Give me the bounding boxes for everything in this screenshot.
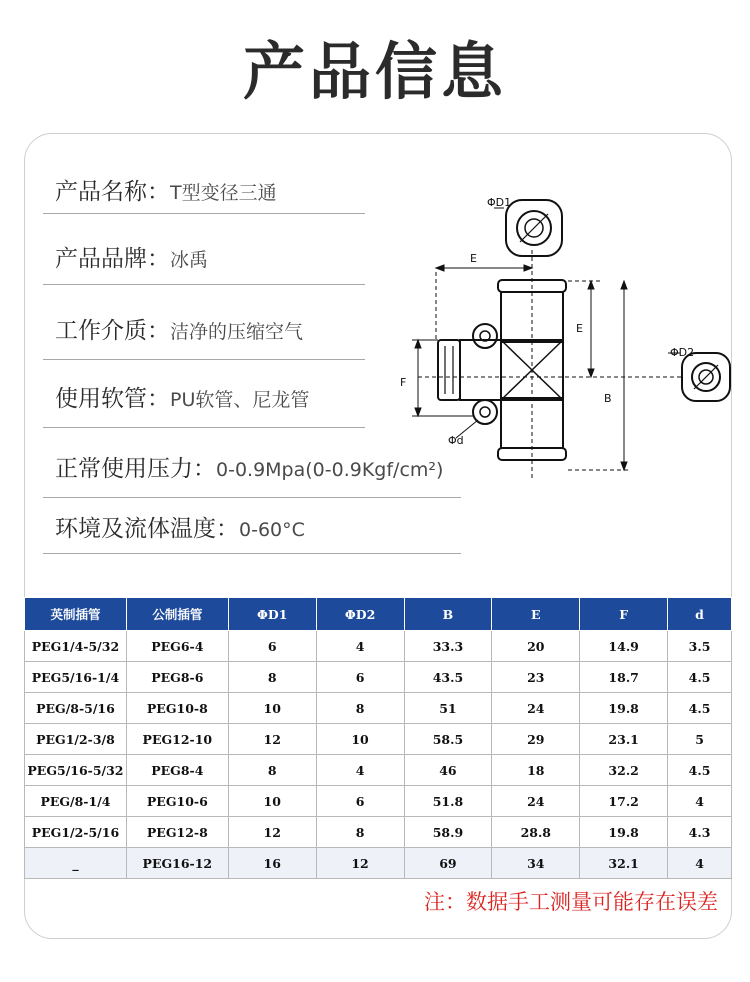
port-d-top (473, 324, 497, 348)
header-d: d (668, 598, 732, 631)
port-d-bottom (473, 400, 497, 424)
table-cell: 32.2 (580, 755, 668, 786)
spec-table (24, 597, 732, 879)
table-cell: 12 (228, 817, 316, 848)
table-row (25, 786, 732, 817)
info-value: PU软管、尼龙管 (170, 389, 310, 411)
table-header-row (25, 598, 732, 631)
table-cell: 4.5 (668, 662, 732, 693)
divider (43, 212, 365, 214)
table-cell: PEG/8-5/16 (25, 693, 127, 724)
divider (43, 496, 461, 498)
table-cell: 4 (668, 848, 732, 879)
page-title: 产品信息 (242, 35, 507, 108)
table-cell: 24 (492, 693, 580, 724)
table-row (25, 631, 732, 662)
table-cell: 4.5 (668, 755, 732, 786)
label-b: B (604, 392, 612, 405)
table-cell: PEG10-6 (126, 786, 228, 817)
info-brand (55, 240, 208, 273)
divider (43, 358, 365, 360)
divider (43, 426, 365, 428)
measurement-note: 注：数据手工测量可能存在误差 (424, 890, 718, 914)
table-cell: 20 (492, 631, 580, 662)
table-cell: 19.8 (580, 693, 668, 724)
table-cell: PEG12-10 (126, 724, 228, 755)
table-cell: 23 (492, 662, 580, 693)
table-cell: 8 (316, 693, 404, 724)
info-value: 洁净的压缩空气 (170, 321, 304, 343)
table-cell: 4 (316, 755, 404, 786)
info-label: 使用软管： (55, 386, 170, 412)
info-label: 工作介质： (55, 318, 170, 344)
table-cell: 51 (404, 693, 492, 724)
table-cell: 4.3 (668, 817, 732, 848)
header-d2: ΦD2 (316, 598, 404, 631)
info-label: 产品名称： (55, 179, 170, 205)
info-product-name (55, 173, 277, 206)
header-d1: ΦD1 (228, 598, 316, 631)
table-cell: 34 (492, 848, 580, 879)
info-medium (55, 312, 303, 345)
table-cell: 43.5 (404, 662, 492, 693)
table-cell: 58.9 (404, 817, 492, 848)
table-cell: PEG/8-1/4 (25, 786, 127, 817)
label-e-top: E (470, 252, 477, 265)
label-d1: ΦD1 (487, 196, 512, 209)
table-cell: 6 (316, 786, 404, 817)
table-cell: PEG10-8 (126, 693, 228, 724)
table-cell: 24 (492, 786, 580, 817)
table-cell: 10 (316, 724, 404, 755)
tee-fitting-diagram (398, 190, 748, 480)
table-cell: 16 (228, 848, 316, 879)
table-cell: PEG1/2-3/8 (25, 724, 127, 755)
table-cell: 19.8 (580, 817, 668, 848)
table-cell: 58.5 (404, 724, 492, 755)
table-cell: 46 (404, 755, 492, 786)
info-hose (55, 380, 309, 413)
info-label: 正常使用压力： (55, 456, 216, 482)
header-e: E (492, 598, 580, 631)
table-cell: 6 (228, 631, 316, 662)
label-f: F (400, 376, 407, 389)
table-cell: 23.1 (580, 724, 668, 755)
divider (43, 283, 365, 285)
header-metric: 公制插管 (126, 598, 228, 631)
table-cell: 3.5 (668, 631, 732, 662)
info-pressure (55, 450, 443, 483)
info-temperature (55, 510, 305, 543)
label-d: Φd (448, 434, 464, 447)
header-imperial: 英制插管 (25, 598, 127, 631)
table-cell: 10 (228, 786, 316, 817)
table-cell: 8 (228, 662, 316, 693)
table-row (25, 724, 732, 755)
table-row (25, 755, 732, 786)
table-row (25, 848, 732, 879)
table-cell: PEG6-4 (126, 631, 228, 662)
table-cell: 18.7 (580, 662, 668, 693)
table-cell: 5 (668, 724, 732, 755)
table-cell: PEG16-12 (126, 848, 228, 879)
header-f: F (580, 598, 668, 631)
table-row (25, 693, 732, 724)
info-value: 0-60°C (239, 519, 305, 541)
table-cell: 33.3 (404, 631, 492, 662)
table-row (25, 662, 732, 693)
table-cell: 12 (316, 848, 404, 879)
table-cell: PEG1/2-5/16 (25, 817, 127, 848)
table-cell: 4.5 (668, 693, 732, 724)
divider (43, 552, 461, 554)
table-cell: 10 (228, 693, 316, 724)
table-cell: PEG12-8 (126, 817, 228, 848)
info-value: 冰禹 (170, 249, 209, 271)
table-cell: PEG8-4 (126, 755, 228, 786)
table-cell: 12 (228, 724, 316, 755)
label-d2: ΦD2 (670, 346, 695, 359)
header-b: B (404, 598, 492, 631)
label-e-right: E (576, 322, 583, 335)
table-cell: PEG8-6 (126, 662, 228, 693)
table-cell: 14.9 (580, 631, 668, 662)
table-cell: PEG5/16-5/32 (25, 755, 127, 786)
info-value: T型变径三通 (170, 182, 277, 204)
table-cell: 51.8 (404, 786, 492, 817)
table-cell: 32.1 (580, 848, 668, 879)
table-cell: 4 (316, 631, 404, 662)
info-label: 环境及流体温度： (55, 516, 239, 542)
table-cell: 69 (404, 848, 492, 879)
table-cell: 18 (492, 755, 580, 786)
table-cell: 4 (668, 786, 732, 817)
table-cell: 6 (316, 662, 404, 693)
table-cell: _ (25, 848, 127, 879)
table-cell: 8 (316, 817, 404, 848)
table-cell: 17.2 (580, 786, 668, 817)
info-label: 产品品牌： (55, 246, 170, 272)
table-cell: 28.8 (492, 817, 580, 848)
table-row (25, 817, 732, 848)
table-cell: PEG1/4-5/32 (25, 631, 127, 662)
table-cell: PEG5/16-1/4 (25, 662, 127, 693)
table-cell: 8 (228, 755, 316, 786)
info-value: 0-0.9Mpa(0-0.9Kgf/cm²) (216, 459, 444, 481)
table-cell: 29 (492, 724, 580, 755)
